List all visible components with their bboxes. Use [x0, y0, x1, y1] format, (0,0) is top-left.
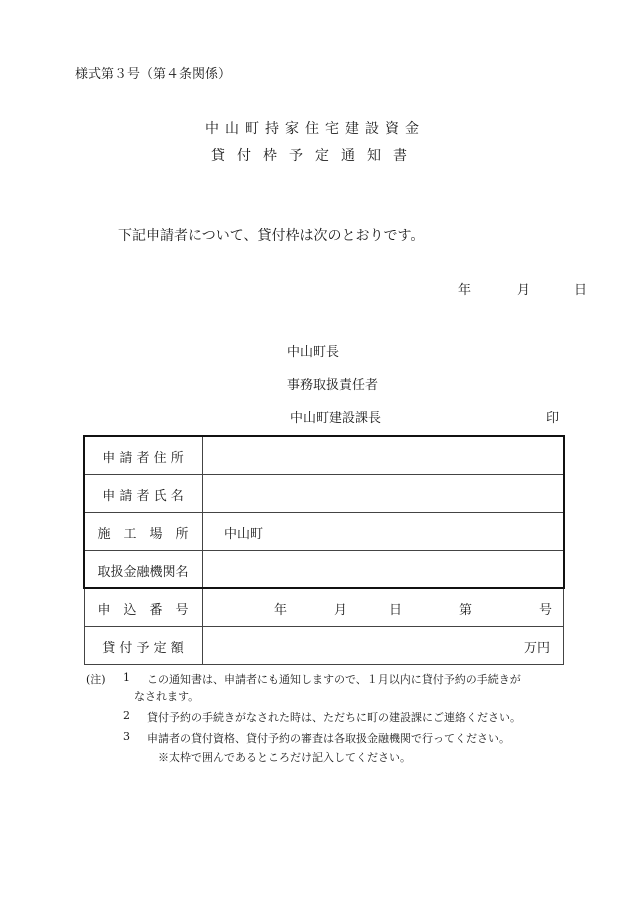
value-construction-site: 中山町 [224, 527, 264, 542]
label-financial-institution: 取扱金融機関名 [97, 565, 189, 580]
label-application-number: 申 込 番 号 [97, 603, 189, 618]
issuer-responsible-officer: 事務取扱責任者 [287, 378, 379, 393]
document-title-line1: 中山町持家住宅建設資金 [205, 121, 425, 137]
app-no-year: 年 [274, 603, 288, 618]
issuer-construction-chief: 中山町建設課長 [290, 411, 382, 426]
label-planned-loan-amount: 貸 付 予 定 額 [102, 641, 184, 656]
app-no-prefix: 第 [459, 603, 473, 618]
app-no-month: 月 [334, 603, 348, 618]
label-construction-site: 施 工 場 所 [97, 527, 189, 542]
label-applicant-name: 申 請 者 氏 名 [102, 489, 184, 504]
form-number: 様式第３号（第４条関係） [75, 67, 232, 82]
note-1-number: 1 [123, 671, 130, 684]
document-title-line2: 貸付枠予定通知書 [211, 148, 419, 164]
issuer-mayor: 中山町長 [287, 345, 340, 360]
row-divider [84, 626, 564, 627]
intro-text: 下記申請者について、貸付枠は次のとおりです。 [118, 228, 425, 244]
footnote: ※太枠で囲んであるところだけ記入してください。 [158, 751, 411, 764]
note-1-line2: なされます。 [134, 690, 200, 703]
date-year-label: 年 [458, 283, 472, 298]
amount-unit: 万円 [524, 641, 551, 656]
app-no-day: 日 [389, 603, 403, 618]
note-2-number: 2 [123, 709, 130, 722]
note-3-number: 3 [123, 730, 130, 743]
note-2: 貸付予約の手続きがなされた時は、ただちに町の建設課にご連絡ください。 [147, 711, 521, 724]
app-no-suffix: 号 [539, 603, 553, 618]
note-3: 申請者の貸付資格、貸付予約の審査は各取扱金融機関で行ってください。 [147, 732, 510, 745]
note-1-line1: この通知書は、申請者にも通知しますので、１月以内に貸付予約の手続きが [147, 673, 521, 686]
notes-prefix: (注) [86, 673, 106, 686]
form-table [84, 436, 564, 665]
label-applicant-address: 申 請 者 住 所 [102, 451, 184, 466]
seal-mark: 印 [546, 411, 560, 426]
date-month-label: 月 [517, 283, 531, 298]
date-day-label: 日 [574, 283, 588, 298]
